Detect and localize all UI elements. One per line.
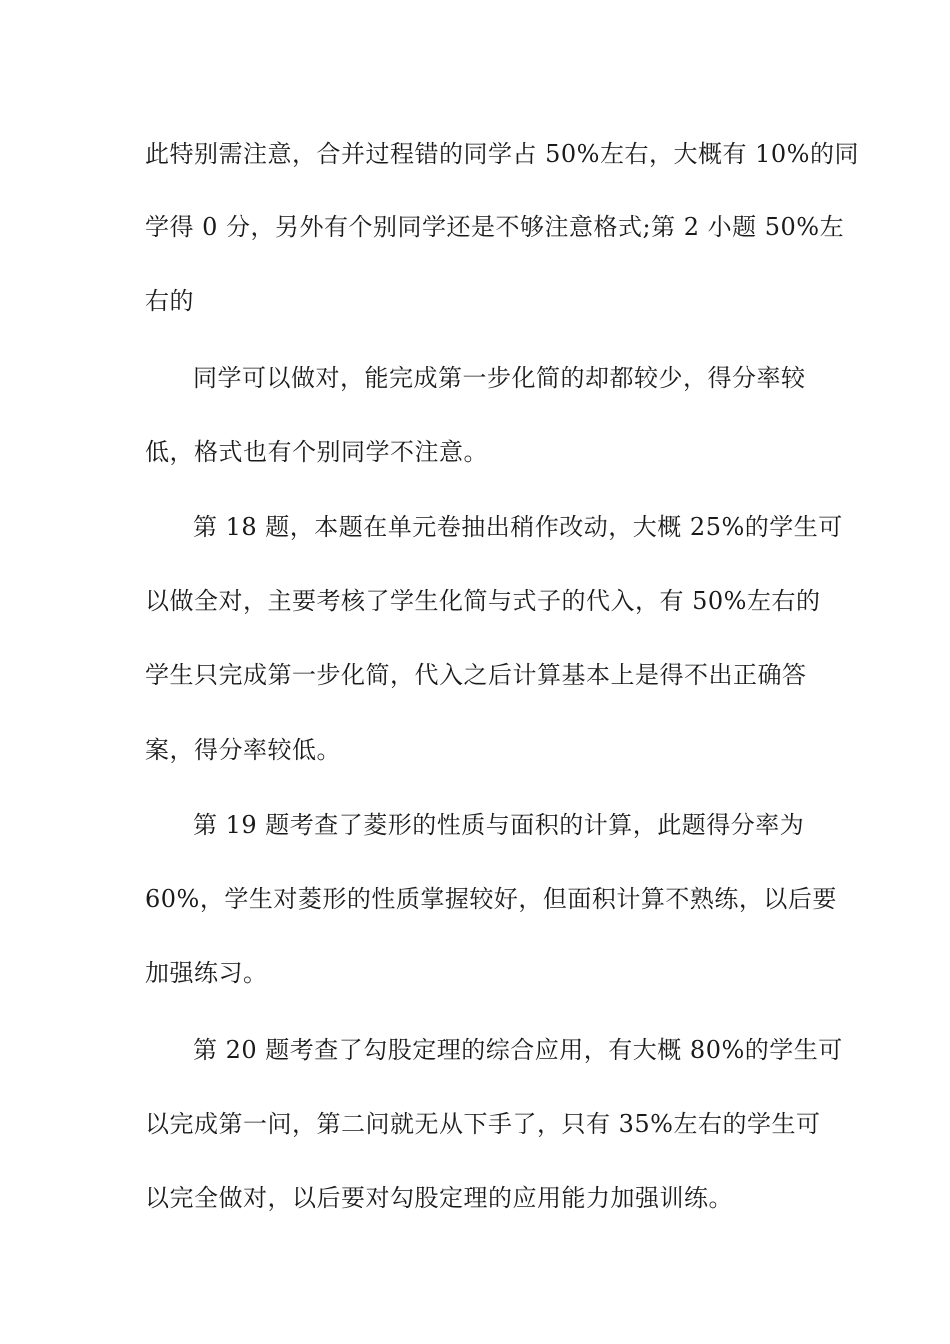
text-line: 学生只完成第一步化简，代入之后计算基本上是得不出正确答 — [145, 661, 807, 689]
text-line: 加强练习。 — [145, 959, 268, 987]
text-line: 60%，学生对菱形的性质掌握较好，但面积计算不熟练，以后要 — [145, 885, 837, 913]
text-line: 此特别需注意，合并过程错的同学占 50%左右，大概有 10%的同 — [145, 140, 859, 168]
paragraph-start-line: 同学可以做对，能完成第一步化简的却都较少，得分率较 — [193, 364, 806, 392]
paragraph-start-line: 第 19 题考查了菱形的性质与面积的计算，此题得分率为 — [193, 811, 805, 839]
paragraph-start-line: 第 18 题，本题在单元卷抽出稍作改动，大概 25%的学生可 — [193, 513, 843, 541]
text-line: 以完全做对，以后要对勾股定理的应用能力加强训练。 — [145, 1184, 733, 1212]
text-line: 学得 0 分，另外有个别同学还是不够注意格式;第 2 小题 50%左 — [145, 213, 845, 241]
text-line: 案，得分率较低。 — [145, 736, 341, 764]
text-line: 以完成第一问，第二问就无从下手了，只有 35%左右的学生可 — [145, 1110, 821, 1138]
paragraph-start-line: 第 20 题考查了勾股定理的综合应用，有大概 80%的学生可 — [193, 1036, 843, 1064]
text-line: 以做全对，主要考核了学生化简与式子的代入，有 50%左右的 — [145, 587, 821, 615]
text-line: 右的 — [145, 287, 194, 315]
text-line: 低，格式也有个别同学不注意。 — [145, 438, 488, 466]
